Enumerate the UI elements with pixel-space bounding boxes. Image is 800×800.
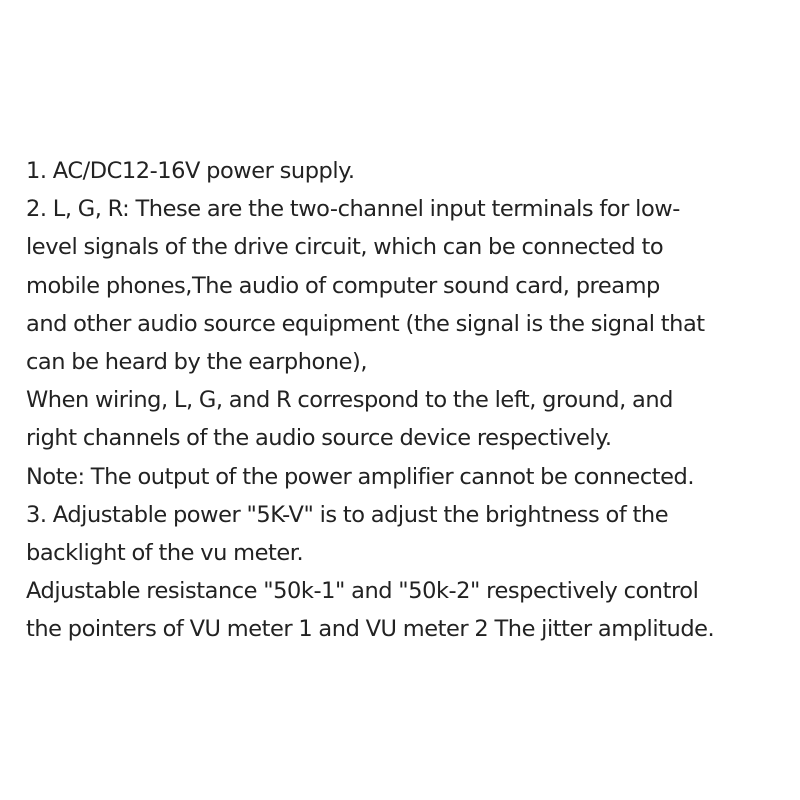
instruction-line-4: mobile phones,The audio of computer sound card, preamp [26, 272, 660, 299]
instructions-text [26, 152, 786, 649]
instruction-line-12: Adjustable resistance "50k-1" and "50k-2" respectively control [26, 578, 699, 605]
instruction-line-10: 3. Adjustable power "5K-V" is to adjust the brightness of the [26, 501, 669, 528]
instruction-line-13: the pointers of VU meter 1 and VU meter 2 The jitter amplitude. [26, 616, 715, 643]
instruction-line-6: can be heard by the earphone), [26, 349, 368, 376]
instruction-line-5: and other audio source equipment (the signal is the signal that [26, 310, 705, 337]
instruction-line-1: 1. AC/DC12-16V power supply. [26, 158, 355, 184]
instruction-line-9: Note: The output of the power amplifier cannot be connected. [26, 463, 695, 490]
instruction-line-8: right channels of the audio source device respectively. [26, 425, 612, 452]
instruction-line-2: 2. L, G, R: These are the two-channel input terminals for low- [26, 196, 680, 223]
instruction-line-3: level signals of the drive circuit, which can be connected to [26, 234, 664, 261]
instruction-line-11: backlight of the vu meter. [26, 540, 304, 567]
instruction-line-7: When wiring, L, G, and R correspond to the left, ground, and [26, 387, 673, 414]
